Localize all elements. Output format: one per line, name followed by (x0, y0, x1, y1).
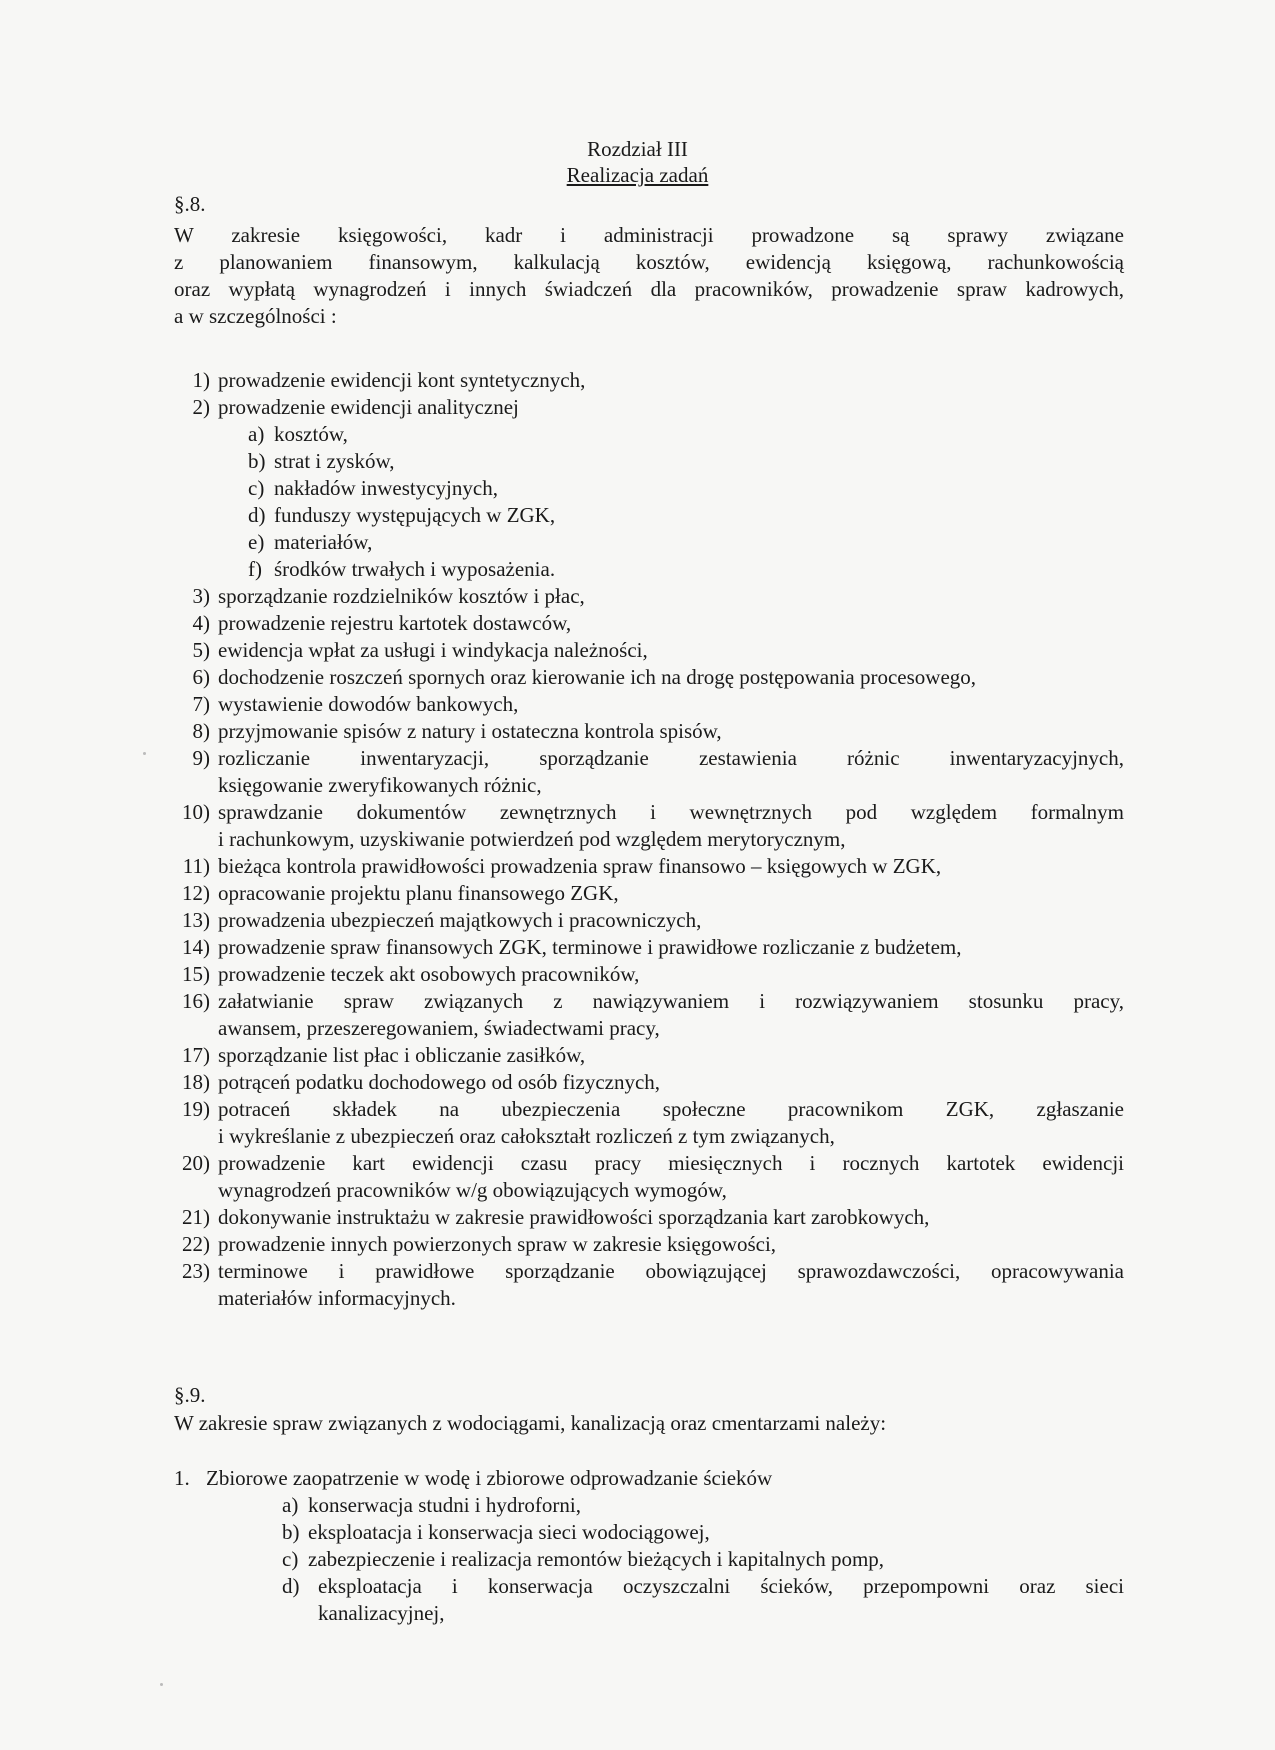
section-9-intro: W zakresie spraw związanych z wodociągami, kanalizacją oraz cmentarzami należy: (174, 1411, 887, 1435)
list-item: 23) (182, 1259, 210, 1283)
list-item: 10) (182, 800, 210, 824)
section-9-point-1: 1. Zbiorowe zaopatrzenie w wodę i zbiorowe odprowadzanie ścieków (174, 1466, 773, 1490)
list-item: 6) dochodzenie roszczeń spornych oraz kierowanie ich na drogę postępowania procesowego, (192, 665, 977, 689)
list-item: 18) potrąceń podatku dochodowego od osób fizycznych, (182, 1070, 661, 1094)
list-item-text: załatwianie spraw związanych z nawiązywaniem i rozwiązywaniem stosunku pracy, (218, 989, 1124, 1013)
list-item: 13) prowadzenia ubezpieczeń majątkowych i pracowniczych, (182, 908, 702, 932)
list-item: 5) ewidencja wpłat za usługi i windykacja należności, (192, 638, 648, 662)
list-item: 12) opracowanie projektu planu finansowego ZGK, (182, 881, 619, 905)
intro-line: W zakresie księgowości, kadr i administracji prowadzone są sprawy związane (174, 223, 1124, 247)
list-item-continuation: i wykreślanie z ubezpieczeń oraz całokształt rozliczeń z tym związanych, (218, 1124, 835, 1148)
intro-line: z planowaniem finansowym, kalkulacją kosztów, ewidencją księgową, rachunkowością (174, 250, 1124, 274)
list-item-text: rozliczanie inwentaryzacji, sporządzanie zestawienia różnic inwentaryzacyjnych, (218, 746, 1124, 770)
list-item: 11) bieżąca kontrola prawidłowości prowadzenia spraw finansowo – księgowych w ZGK, (182, 854, 942, 878)
sub-item: e) materiałów, (248, 530, 373, 554)
sub-item: d) funduszy występujących w ZGK, (248, 503, 556, 527)
list-item: 14) prowadzenie spraw finansowych ZGK, terminowe i prawidłowe rozliczanie z budżetem, (182, 935, 962, 959)
list-item-continuation: i rachunkowym, uzyskiwanie potwierdzeń pod względem merytorycznym, (218, 827, 846, 851)
chapter-subtitle: Realizacja zadań (566, 163, 709, 187)
list-item: 3) sporządzanie rozdzielników kosztów i płac, (192, 584, 585, 608)
list-item-continuation: księgowanie zweryfikowanych różnic, (218, 773, 542, 797)
list-item: 15) prowadzenie teczek akt osobowych pracowników, (182, 962, 640, 986)
sub-item-text: eksploatacja i konserwacja oczyszczalni ścieków, przepompowni oraz sieci (318, 1574, 1124, 1598)
list-item-continuation: awansem, przeszeregowaniem, świadectwami pracy, (218, 1016, 660, 1040)
list-item: 16) (182, 989, 210, 1013)
sub-item: c) zabezpieczenie i realizacja remontów bieżących i kapitalnych pomp, (282, 1547, 885, 1571)
list-item-text: prowadzenie kart ewidencji czasu pracy miesięcznych i rocznych kartotek ewidencji (218, 1151, 1124, 1175)
list-item: 2) prowadzenie ewidencji analitycznej (192, 395, 519, 419)
list-item: 4) prowadzenie rejestru kartotek dostawców, (192, 611, 572, 635)
list-item-continuation: wynagrodzeń pracowników w/g obowiązujących wymogów, (218, 1178, 727, 1202)
list-item: 9) (192, 746, 210, 770)
chapter-title: Rozdział III (587, 137, 688, 161)
list-item: 21) dokonywanie instruktażu w zakresie prawidłowości sporządzania kart zarobkowych, (182, 1205, 930, 1229)
chapter-heading (0, 136, 1275, 188)
sub-item: d) (282, 1574, 300, 1598)
scan-speck (160, 1683, 163, 1686)
sub-item: c) nakładów inwestycyjnych, (248, 476, 498, 500)
list-item: 8) przyjmowanie spisów z natury i ostateczna kontrola spisów, (192, 719, 722, 743)
sub-item: a) kosztów, (248, 422, 348, 446)
list-item: 22) prowadzenie innych powierzonych spraw w zakresie księgowości, (182, 1232, 777, 1256)
list-item: 1) prowadzenie ewidencji kont syntetycznych, (192, 368, 586, 392)
sub-item: a) konserwacja studni i hydroforni, (282, 1493, 581, 1517)
list-item-text: terminowe i prawidłowe sporządzanie obowiązującej sprawozdawczości, opracowywania (218, 1259, 1124, 1283)
list-item: 19) (182, 1097, 210, 1121)
list-item: 7) wystawienie dowodów bankowych, (192, 692, 519, 716)
sub-item: b) eksploatacja i konserwacja sieci wodociągowej, (282, 1520, 710, 1544)
sub-item-continuation: kanalizacyjnej, (318, 1601, 445, 1625)
list-item-text: sprawdzanie dokumentów zewnętrznych i wewnętrznych pod względem formalnym (218, 800, 1124, 824)
sub-item: b) strat i zysków, (248, 449, 395, 473)
intro-line: oraz wypłatą wynagrodzeń i innych świadczeń dla pracowników, prowadzenie spraw kadrowych, (174, 277, 1124, 301)
list-item-text: potraceń składek na ubezpieczenia społeczne pracownikom ZGK, zgłaszanie (218, 1097, 1124, 1121)
section-8-mark: §.8. (174, 192, 206, 216)
section-8-intro (174, 222, 1124, 330)
list-item: 20) (182, 1151, 210, 1175)
sub-item: f) środków trwałych i wyposażenia. (248, 557, 556, 581)
list-item-continuation: materiałów informacyjnych. (218, 1286, 456, 1310)
list-item: 17) sporządzanie list płac i obliczanie zasiłków, (182, 1043, 586, 1067)
intro-line: a w szczególności : (174, 304, 337, 328)
section-9-mark: §.9. (174, 1383, 206, 1407)
scan-speck (143, 752, 146, 755)
